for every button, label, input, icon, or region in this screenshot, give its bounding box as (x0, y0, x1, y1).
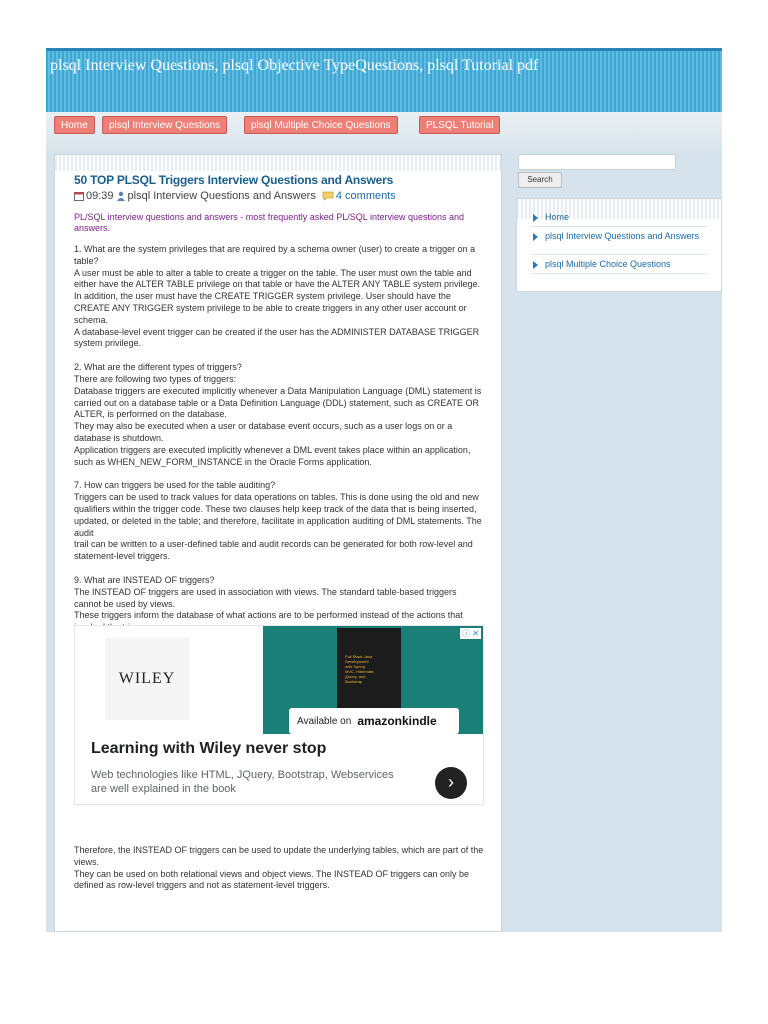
question-2: 2. What are the different types of triggers? (74, 362, 242, 373)
answer-9-part-4: They can be used on both relational views and object views. The INSTEAD OF triggers can only be defined as row-level triggers and not as statement-level triggers. (74, 868, 470, 891)
calendar-icon (74, 191, 84, 201)
sidebar-item-label[interactable]: plsql Multiple Choice Questions (545, 259, 671, 269)
page-frame (46, 48, 722, 932)
user-icon (116, 191, 126, 201)
answer-9-part-3: Therefore, the INSTEAD OF triggers can be used to update the underlying tables, which are part of the views. (74, 845, 484, 867)
post-title[interactable]: 50 TOP PLSQL Triggers Interview Questions and Answers (74, 173, 394, 187)
adchoices-icon[interactable]: ⓘ ✕ (462, 629, 479, 638)
arrow-icon (533, 214, 538, 222)
ad-headline[interactable]: Learning with Wiley never stop (91, 740, 327, 757)
sidebar-item-multiple-choice[interactable] (531, 259, 709, 269)
arrow-icon (533, 261, 538, 269)
nav-bar (46, 112, 722, 152)
post-container (54, 154, 502, 932)
comments-link[interactable]: 4 comments (335, 190, 396, 202)
answer-7-part-2: trail can be written to a user-defined table and audit records can be generated for both row-level and statement-level triggers. (74, 539, 473, 562)
amazon-kindle-logo: amazonkindle (357, 714, 437, 728)
nav-plsql-multiple-choice[interactable]: plsql Multiple Choice Questions (244, 116, 398, 134)
answer-1-part-1: A user must be able to alter a table to create a trigger on the table. The user must own the table and either have the ALTER TABLE privilege on that table or have the ALTER ANY TABLE system privilege. In addition, the user must have the CREATE TRIGGER system privilege. User should have the CREATE ANY TRIGGER system privilege to be able to create triggers in any other user account or schema. (74, 267, 481, 325)
ad-image[interactable] (263, 626, 483, 734)
site-title[interactable]: plsql Interview Questions, plsql Objective TypeQuestions, plsql Tutorial pdf (50, 57, 539, 74)
site-header (46, 48, 722, 112)
post-content (74, 173, 484, 634)
sidebar-item-label[interactable]: Home (545, 212, 570, 222)
search-button[interactable]: Search (518, 172, 562, 188)
divider (531, 226, 707, 227)
ad-next-arrow-icon[interactable]: › (435, 767, 467, 799)
divider (531, 254, 707, 255)
post-meta (74, 190, 484, 202)
post-author[interactable]: plsql Interview Questions and Answers (127, 190, 316, 202)
sidebar-item-home[interactable] (531, 212, 709, 222)
question-7: 7. How can triggers be used for the table auditing? (74, 480, 276, 491)
wiley-logo[interactable]: WILEY (105, 638, 189, 720)
question-1: 1. What are the system privileges that are required by a schema owner (user) to create a trigger on a table? (74, 244, 476, 266)
book-cover-text: Full Stack Java Development with Spring MVC, Hibernate, jQuery, and Bootstrap (345, 654, 375, 684)
nav-plsql-interview-questions[interactable]: plsql Interview Questions (102, 116, 227, 134)
answer-9-part-1: The INSTEAD OF triggers are used in association with views. The standard table-based triggers cannot be used by views. (74, 586, 457, 609)
answer-2-part-3: They may also be executed when a user or database event occurs, such as a user logs on or a database is shutdown. (74, 421, 453, 443)
post-body-continued (74, 845, 484, 892)
ad-banner[interactable] (74, 625, 484, 805)
post-decoration (55, 155, 501, 171)
sidebar-item-interview-questions[interactable] (531, 231, 709, 241)
divider (531, 273, 707, 274)
post-intro: PL/SQL interview questions and answers - most frequently asked PL/SQL interview questions and answers. (74, 212, 465, 233)
ad-description: Web technologies like HTML, JQuery, Bootstrap, Webservices are well explained in the book (91, 769, 394, 795)
answer-2-part-1: There are following two types of triggers: (74, 373, 237, 384)
question-9: 9. What are INSTEAD OF triggers? (74, 574, 215, 585)
sidebar-item-label[interactable]: plsql Interview Questions and Answers (545, 231, 700, 241)
book-cover (337, 628, 401, 708)
search-input[interactable] (518, 154, 676, 170)
answer-2-part-2: Database triggers are executed implicitly whenever a Data Manipulation Language (DML) statement is carried out on a database table or a Data Definition Language (DDL) statement, such as CREATE OR ALTER, is performed on the database. (74, 385, 482, 420)
available-on-label: Available on (297, 715, 352, 727)
answer-7-part-1: Triggers can be used to track values for data operations on tables. This is done using the old and new qualifiers within the trigger code. These two clauses help keep track of the data that is being inserted, updated, or deleted in the table; and therefore, facilitate in application auditing of DML statements. The audit (74, 492, 482, 538)
answer-9-part-2: These triggers inform the database of what actions are to be performed instead of the actions that (74, 610, 463, 621)
answer-2-part-4: Application triggers are executed implicitly whenever a DML event takes place within an application, such as WHEN_NEW_FORM_INSTANCE in the Oracle Forms application. (74, 444, 471, 467)
arrow-icon (533, 233, 538, 241)
sidebar-pages (516, 198, 722, 292)
nav-plsql-tutorial[interactable]: PLSQL Tutorial (419, 116, 500, 134)
post-body (74, 244, 484, 634)
comment-icon (322, 191, 334, 201)
nav-home[interactable]: Home (54, 116, 95, 134)
kindle-badge[interactable] (289, 708, 459, 734)
answer-1-part-2: A database-level event trigger can be created if the user has the ADMINISTER DATABASE TRIGGER system privilege. (74, 326, 480, 349)
post-time: 09:39 (86, 190, 114, 202)
